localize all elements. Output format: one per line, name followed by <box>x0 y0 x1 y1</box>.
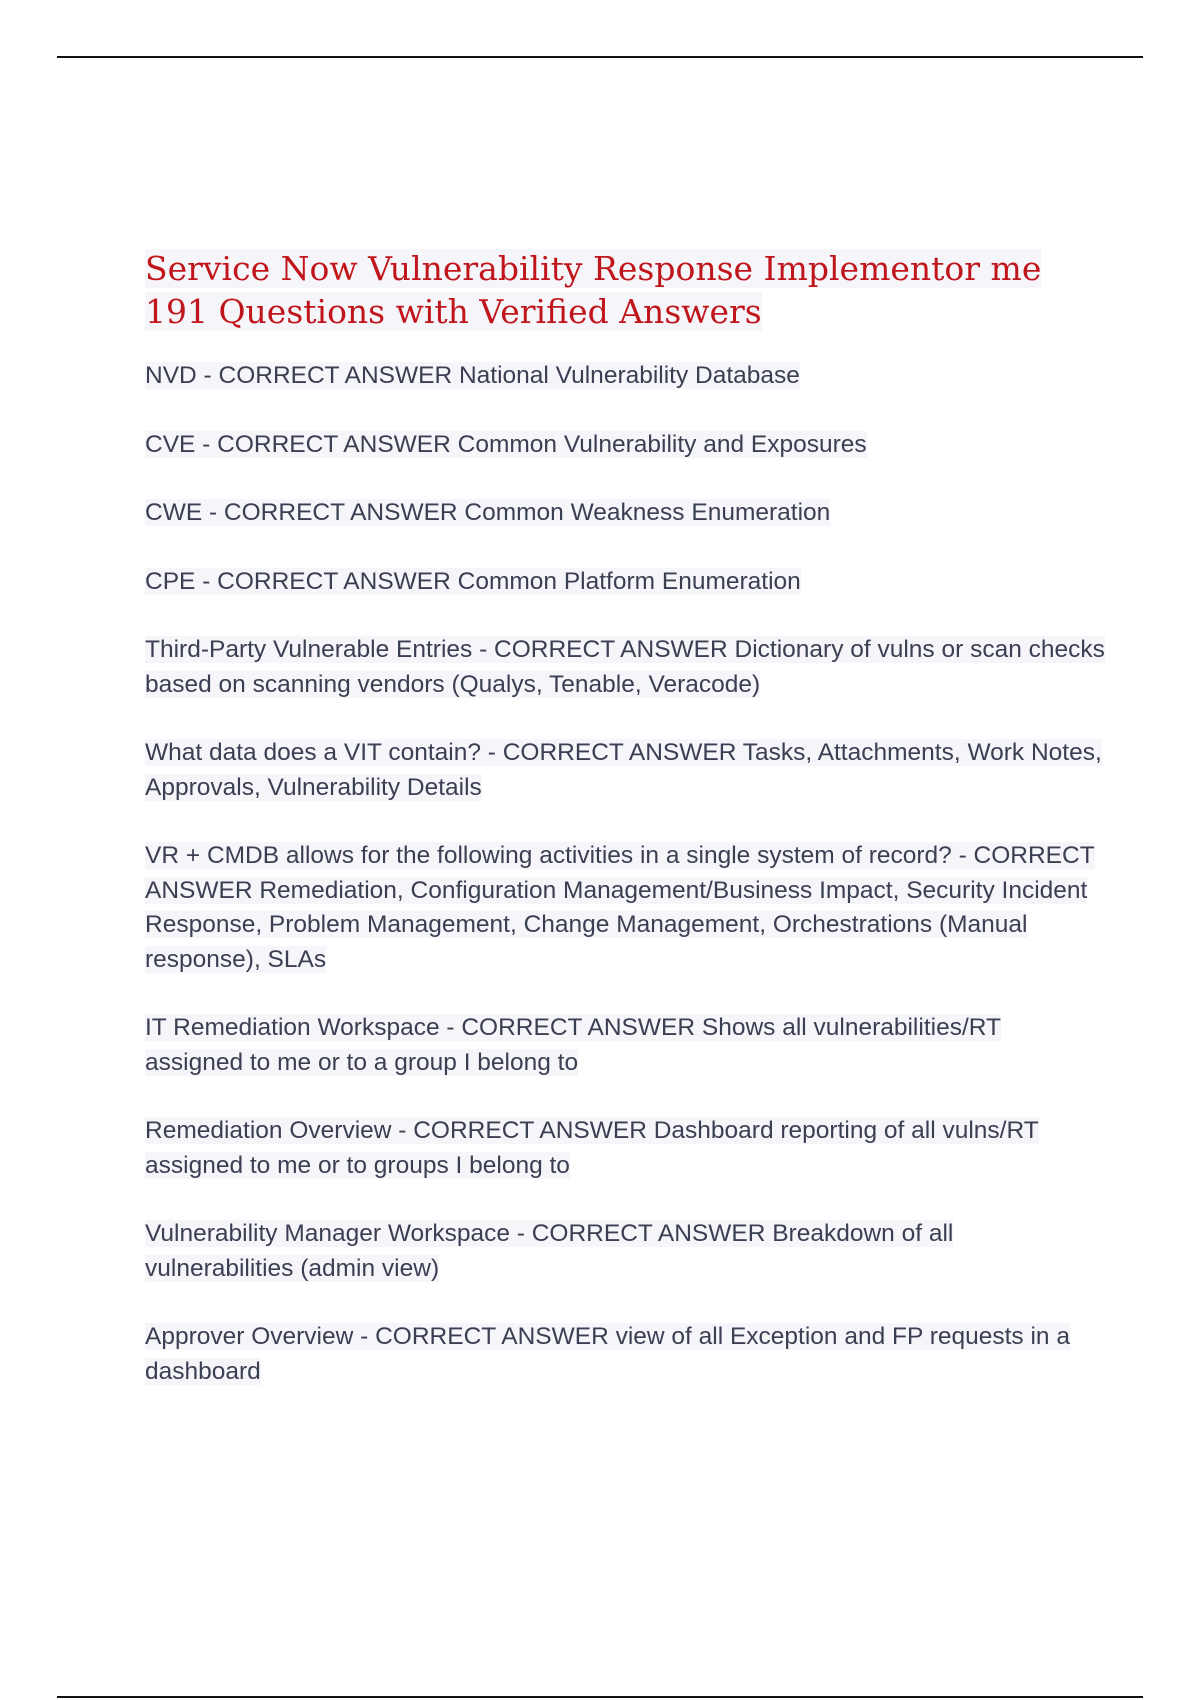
qa-entry-text: NVD - CORRECT ANSWER National Vulnerability Database <box>145 362 800 389</box>
qa-entry-text: CVE - CORRECT ANSWER Common Vulnerability and Exposures <box>145 430 867 458</box>
qa-entry <box>145 359 1105 394</box>
qa-entry-text: Approver Overview - CORRECT ANSWER view of all Exception and FP requests in a dashboard <box>145 1323 1070 1385</box>
qa-entry <box>145 1217 1105 1286</box>
top-rule <box>57 56 1143 58</box>
qa-entry <box>145 839 1105 977</box>
qa-entry <box>145 633 1105 702</box>
qa-entry-text: CWE - CORRECT ANSWER Common Weakness Enumeration <box>145 499 831 526</box>
qa-entry-text: Remediation Overview - CORRECT ANSWER Dashboard reporting of all vulns/RT assigned to me or to groups I belong to <box>145 1117 1039 1179</box>
qa-entry-text: CPE - CORRECT ANSWER Common Platform Enumeration <box>145 567 801 595</box>
document-title <box>145 247 1105 333</box>
qa-entry-text: Third-Party Vulnerable Entries - CORRECT ANSWER Dictionary of vulns or scan checks based on scanning vendors (Qualys, Tenable, Veracode) <box>145 636 1105 698</box>
qa-entry <box>145 496 1105 531</box>
qa-entry-text: What data does a VIT contain? - CORRECT ANSWER Tasks, Attachments, Work Notes, Approvals, Vulnerability Details <box>145 739 1102 801</box>
qa-entry <box>145 1114 1105 1183</box>
qa-entry <box>145 565 1105 600</box>
document-body <box>145 247 1105 1423</box>
qa-entry <box>145 428 1105 463</box>
document-title-text: Service Now Vulnerability Response Implementor me 191 Questions with Verified Answers <box>145 249 1042 331</box>
qa-entry-text: IT Remediation Workspace - CORRECT ANSWER Shows all vulnerabilities/RT assigned to me or to a group I belong to <box>145 1014 1001 1076</box>
qa-entry <box>145 736 1105 805</box>
qa-entry-text: VR + CMDB allows for the following activities in a single system of record? - CORRECT ANSWER Remediation, Configuration Management/Business Impact, Security Incident Response, Problem Management, Change Management, Orchestrations (Manual response), SLAs <box>145 842 1095 973</box>
qa-entry-text: Vulnerability Manager Workspace - CORRECT ANSWER Breakdown of all vulnerabilities (admin view) <box>145 1220 954 1282</box>
qa-entry <box>145 1011 1105 1080</box>
qa-entry <box>145 1320 1105 1389</box>
bottom-rule <box>57 1696 1143 1698</box>
